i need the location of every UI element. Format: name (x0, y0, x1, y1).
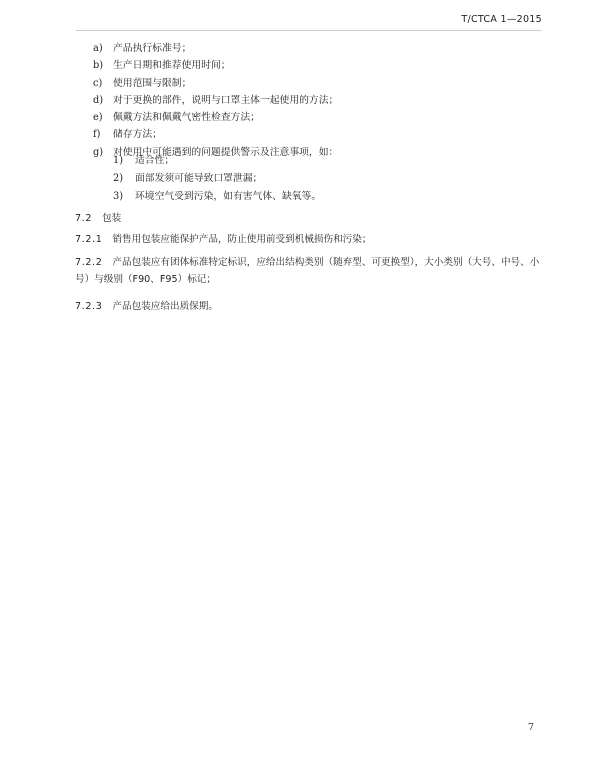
list-item (93, 75, 338, 92)
clause-number: 7.2.1 (75, 234, 103, 245)
sublist-item (113, 170, 321, 188)
list-item (93, 109, 338, 126)
warning-sublist (113, 152, 321, 207)
sublist-item-text: 适合性； (135, 155, 175, 166)
list-item-text: 储存方法； (113, 129, 162, 141)
clause-number: 7.2.3 (75, 301, 103, 312)
list-item-text: 对于更换的部件，说明与口罩主体一起使用的方法； (113, 94, 339, 106)
section-heading-packaging (75, 211, 121, 228)
list-item-text: 生产日期和推荐使用时间； (113, 60, 231, 72)
list-item-text: 对使用中可能遇到的问题提供警示及注意事项，如： (113, 146, 339, 158)
clause-text: 产品包装应有团体标准特定标识，应给出结构类别（随弃型、可更换型），大小类别（大号、中号、小号）与级别（F90、F95）标记； (75, 257, 540, 285)
sublist-marker: 1) (113, 155, 124, 166)
sublist-item (113, 152, 321, 170)
list-marker: d) (93, 94, 104, 106)
list-item-text: 使用范围与限制； (113, 77, 192, 89)
marking-list (93, 40, 338, 161)
page-number: 7 (527, 722, 534, 733)
clause-7-2-3 (75, 299, 218, 316)
list-marker: b) (93, 60, 104, 72)
header-divider (76, 30, 542, 31)
clause-7-2-1 (75, 232, 371, 249)
clause-number: 7.2.2 (75, 257, 103, 268)
list-marker: g) (93, 146, 104, 158)
clause-7-2-2 (75, 255, 545, 288)
list-item-text: 产品执行标准号； (113, 43, 192, 54)
list-item (93, 40, 338, 57)
clause-text: 产品包装应给出质保期。 (112, 301, 218, 312)
sublist-item-text: 面部发须可能导致口罩泄漏； (135, 173, 263, 185)
list-item (93, 126, 338, 143)
list-item (93, 57, 338, 74)
section-number: 7.2 (75, 213, 93, 224)
list-item-text: 佩戴方法和佩戴气密性检查方法； (113, 112, 260, 124)
sublist-item-text: 环境空气受到污染，如有害气体、缺氧等。 (135, 191, 322, 203)
list-marker: c) (93, 77, 103, 89)
sublist-marker: 2) (113, 173, 124, 185)
document-code: T/CTCA 1—2015 (461, 14, 542, 25)
list-marker: f) (93, 129, 101, 141)
list-item (93, 92, 338, 109)
sublist-item (113, 188, 321, 206)
sublist-marker: 3) (113, 191, 124, 203)
section-title: 包装 (102, 213, 122, 224)
clause-text: 销售用包装应能保护产品，防止使用前受到机械损伤和污染； (112, 234, 372, 245)
list-marker: a) (93, 43, 103, 54)
list-marker: e) (93, 112, 103, 124)
